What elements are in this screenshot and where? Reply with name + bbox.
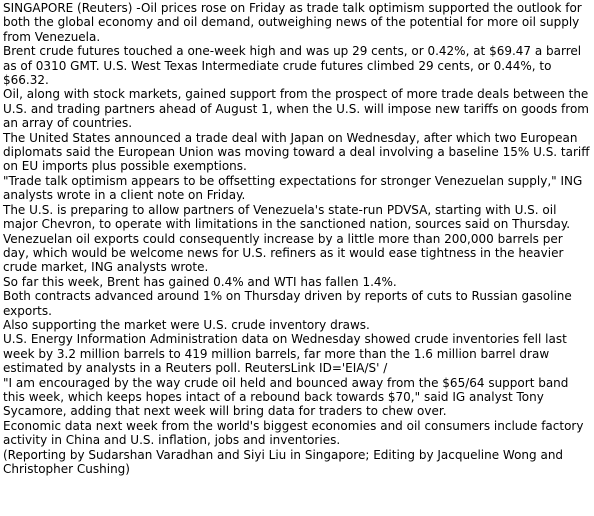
article-paragraph: SINGAPORE (Reuters) -Oil prices rose on Friday as trade talk optimism supported the outlook for both the global economy and oil demand, outweighing news of the potential for more oil supply from Venezuela.: [3, 1, 582, 44]
article-paragraph: Brent crude futures touched a one-week high and was up 29 cents, or 0.42%, at $69.47 a barrel as of 0310 GMT. U.S. West Texas Intermediate crude futures climbed 29 cents, or 0.44%, to $66.32.: [3, 44, 582, 88]
article-paragraph: The U.S. is preparing to allow partners of Venezuela's state-run PDVSA, starting with U.S. oil major Chevron, to operate with limitations in the sanctioned nation, sources said on Thursday.: [3, 202, 571, 232]
article-paragraph: The United States announced a trade deal with Japan on Wednesday, after which two European diplomats said the European Union was moving toward a deal involving a baseline 15% U.S. tariff on EU imports plus possible exemptions.: [3, 130, 590, 174]
article-paragraph: Also supporting the market were U.S. crude inventory draws.: [3, 317, 370, 332]
article-paragraph: (Reporting by Sudarshan Varadhan and Siyi Liu in Singapore; Editing by Jacqueline Wong and Christopher Cushing): [3, 447, 564, 476]
article-paragraph: U.S. Energy Information Administration data on Wednesday showed crude inventories fell last week by 3.2 million barrels to 419 million barrels, far more than the 1.6 million barrel draw estimated by analysts in a Reuters poll. ReutersLink ID='EIA/S' /: [3, 332, 567, 376]
article-paragraph: "Trade talk optimism appears to be offsetting expectations for stronger Venezuelan supply," ING analysts wrote in a client note on Friday.: [3, 173, 583, 203]
article-paragraph: So far this week, Brent has gained 0.4% and WTI has fallen 1.4%.: [3, 274, 397, 289]
article-paragraph: Venezuelan oil exports could consequently increase by a little more than 200,000 barrels per day, which would be welcome news for U.S. refiners as it would ease tightness in the heavier crude market, ING analysts wrote.: [3, 231, 564, 275]
article-paragraph: "I am encouraged by the way crude oil held and bounced away from the $65/64 support band this week, which keeps hopes intact of a rebound back towards $70," said IG analyst Tony Sycamore, adding that next week will bring data for traders to chew over.: [3, 375, 569, 419]
article-paragraph: Oil, along with stock markets, gained support from the prospect of more trade deals between the U.S. and trading partners ahead of August 1, when the U.S. will impose new tariffs on goods from an array of countries.: [3, 87, 589, 131]
article-paragraph: Both contracts advanced around 1% on Thursday driven by reports of cuts to Russian gasoline exports.: [3, 289, 572, 318]
article-paragraph: Economic data next week from the world's biggest economies and oil consumers include factory activity in China and U.S. inflation, jobs and inventories.: [3, 418, 584, 448]
